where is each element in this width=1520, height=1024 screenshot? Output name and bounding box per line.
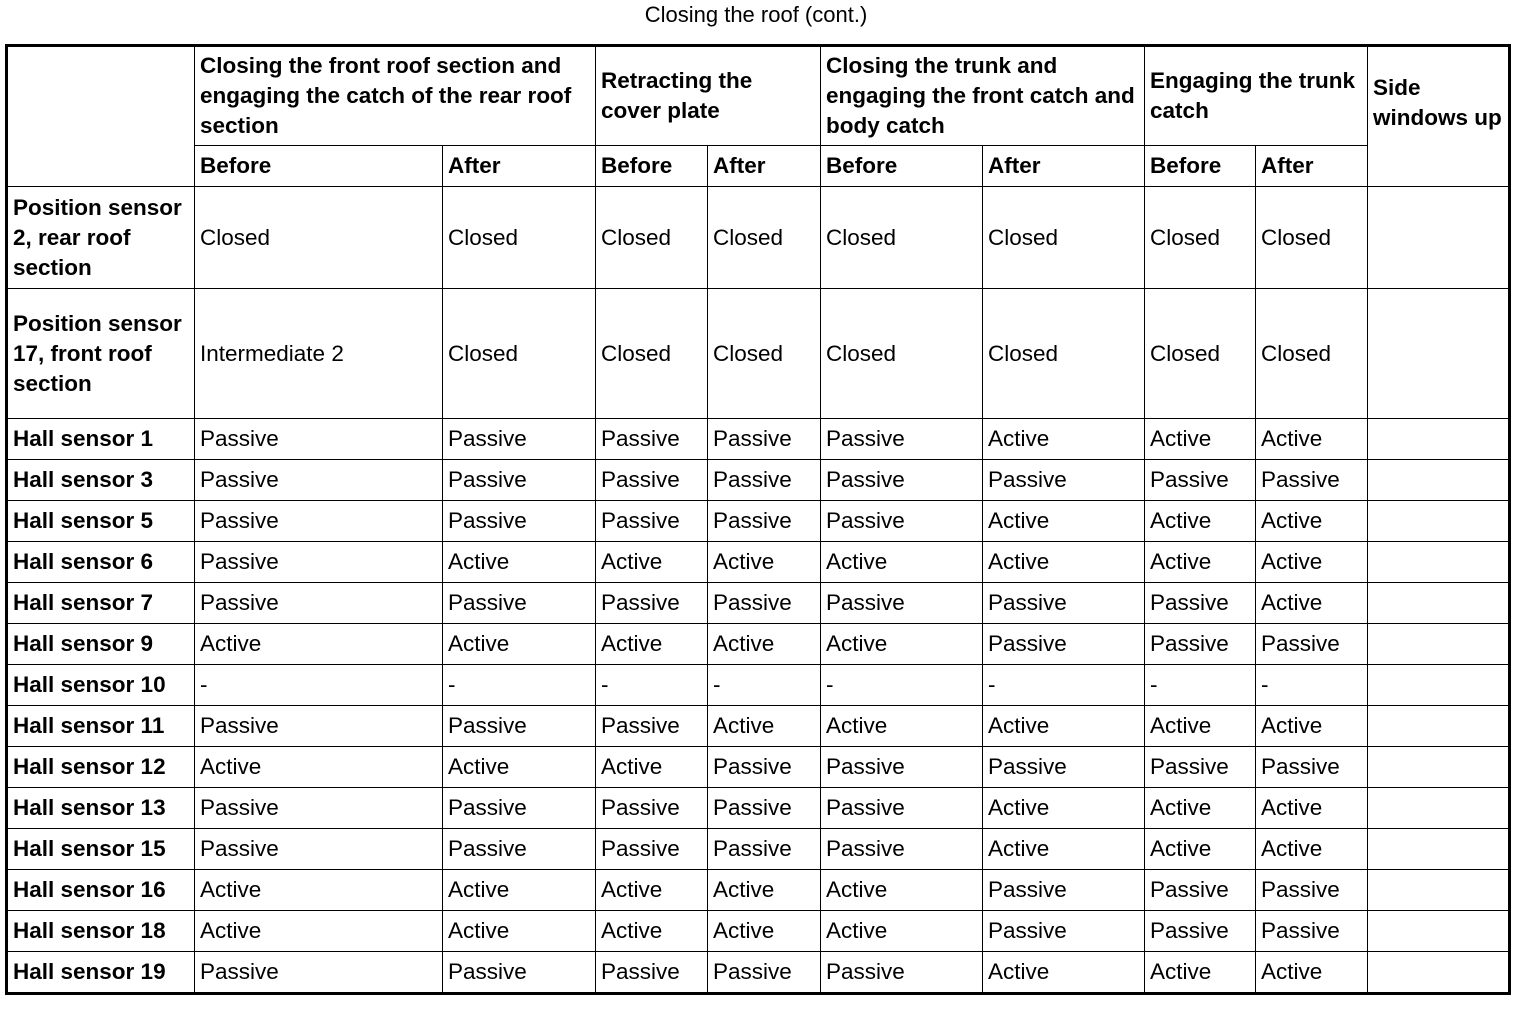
table-cell: Passive [443, 419, 596, 460]
table-cell: Active [1145, 706, 1256, 747]
table-cell: Passive [983, 460, 1145, 501]
table-cell: Active [1256, 542, 1368, 583]
table-cell [1368, 952, 1510, 994]
row-label: Hall sensor 11 [7, 706, 195, 747]
table-cell [1368, 870, 1510, 911]
table-cell: Passive [596, 952, 708, 994]
phase-header-before: Before [1145, 146, 1256, 187]
table-cell: Passive [708, 501, 821, 542]
row-label: Hall sensor 5 [7, 501, 195, 542]
table-body [7, 187, 1510, 994]
table-cell: Active [1145, 419, 1256, 460]
table-cell: Closed [1145, 289, 1256, 419]
table-cell: Active [443, 747, 596, 788]
table-cell: Passive [1145, 583, 1256, 624]
table-cell: Passive [708, 460, 821, 501]
table-cell [1368, 289, 1510, 419]
table-row [7, 706, 1510, 747]
row-label: Hall sensor 19 [7, 952, 195, 994]
table-row [7, 624, 1510, 665]
table-cell: Passive [708, 747, 821, 788]
table-cell: Active [983, 501, 1145, 542]
table-cell: - [195, 665, 443, 706]
table-row [7, 870, 1510, 911]
table-cell: Active [1256, 501, 1368, 542]
table-cell: Passive [195, 419, 443, 460]
table-cell: Passive [821, 829, 983, 870]
table-caption: Closing the roof (cont.) [644, 2, 868, 27]
table-cell: Active [983, 952, 1145, 994]
table-cell: Active [983, 788, 1145, 829]
table-cell [1368, 460, 1510, 501]
group-header-cover-plate: Retracting the cover plate [596, 46, 821, 146]
phase-header-after: After [983, 146, 1145, 187]
table-cell: Closed [821, 289, 983, 419]
table-row [7, 501, 1510, 542]
table-cell: Passive [708, 952, 821, 994]
table-cell: Active [195, 870, 443, 911]
table-cell: Active [596, 870, 708, 911]
table-cell: Closed [708, 187, 821, 289]
table-cell: Active [596, 542, 708, 583]
table-cell: Passive [195, 460, 443, 501]
table-cell: Passive [821, 952, 983, 994]
table-cell: Closed [1256, 289, 1368, 419]
table-cell: Passive [443, 583, 596, 624]
table-cell: Passive [1256, 460, 1368, 501]
table-cell: Closed [821, 187, 983, 289]
table-cell: Passive [708, 583, 821, 624]
table-row [7, 952, 1510, 994]
table-cell: Active [195, 911, 443, 952]
table-cell: Passive [1145, 624, 1256, 665]
table-cell: Passive [195, 501, 443, 542]
table-cell: Passive [596, 788, 708, 829]
table-row [7, 829, 1510, 870]
table-cell: Passive [195, 829, 443, 870]
table-cell: - [983, 665, 1145, 706]
table-cell [1368, 706, 1510, 747]
table-row [7, 187, 1510, 289]
row-label: Hall sensor 16 [7, 870, 195, 911]
table-cell: Active [1256, 788, 1368, 829]
row-label: Hall sensor 7 [7, 583, 195, 624]
table-cell: Active [1256, 706, 1368, 747]
table-cell: Passive [708, 419, 821, 460]
table-cell: Closed [708, 289, 821, 419]
table-cell: Active [1256, 829, 1368, 870]
table-cell: Passive [195, 583, 443, 624]
table-cell [1368, 501, 1510, 542]
table-cell: Passive [708, 829, 821, 870]
table-cell: Passive [443, 829, 596, 870]
table-cell [1368, 829, 1510, 870]
table-cell: Passive [443, 460, 596, 501]
table-cell: - [596, 665, 708, 706]
phase-header-after: After [708, 146, 821, 187]
table-cell: Passive [596, 829, 708, 870]
table-cell: Passive [443, 788, 596, 829]
table-cell: Passive [1256, 870, 1368, 911]
table-cell: Active [708, 870, 821, 911]
table-cell: Passive [821, 419, 983, 460]
header-row-phases [7, 146, 1510, 187]
table-cell [1368, 747, 1510, 788]
table-cell: Active [983, 542, 1145, 583]
table-cell: Active [195, 747, 443, 788]
table-cell: - [1256, 665, 1368, 706]
table-cell: Passive [596, 419, 708, 460]
table-cell: Passive [821, 583, 983, 624]
row-label: Hall sensor 10 [7, 665, 195, 706]
row-label: Hall sensor 13 [7, 788, 195, 829]
phase-header-after: After [443, 146, 596, 187]
row-label: Hall sensor 6 [7, 542, 195, 583]
table-cell: Passive [596, 706, 708, 747]
phase-header-before: Before [821, 146, 983, 187]
table-cell: Active [1145, 501, 1256, 542]
corner-cell [7, 46, 195, 187]
group-header-trunk-catch: Engaging the trunk catch [1145, 46, 1368, 146]
table-cell [1368, 911, 1510, 952]
table-cell: Passive [195, 542, 443, 583]
phase-header-before: Before [195, 146, 443, 187]
group-header-side-windows: Side windows up [1368, 46, 1510, 187]
table-cell: Passive [596, 460, 708, 501]
phase-header-after: After [1256, 146, 1368, 187]
table-cell: - [443, 665, 596, 706]
table-row [7, 419, 1510, 460]
table-cell: Passive [195, 952, 443, 994]
table-cell: Closed [1256, 187, 1368, 289]
table-cell: Passive [596, 501, 708, 542]
table-cell: Closed [195, 187, 443, 289]
table-cell: Active [443, 542, 596, 583]
table-cell: Passive [195, 706, 443, 747]
table-cell: Passive [1256, 624, 1368, 665]
table-cell: Active [821, 624, 983, 665]
group-header-front-roof: Closing the front roof section and engaging the catch of the rear roof section [195, 46, 596, 146]
group-header-trunk-closing: Closing the trunk and engaging the front catch and body catch [821, 46, 1145, 146]
table-cell: Active [1256, 583, 1368, 624]
table-cell [1368, 583, 1510, 624]
table-cell: Active [1145, 829, 1256, 870]
table-cell: Active [1145, 952, 1256, 994]
table-cell: Closed [596, 187, 708, 289]
phase-header-before: Before [596, 146, 708, 187]
table-cell: Active [708, 706, 821, 747]
table-cell: Passive [1256, 911, 1368, 952]
header-row-groups [7, 46, 1510, 146]
table-cell: Active [596, 747, 708, 788]
table-cell: Closed [983, 187, 1145, 289]
row-label: Hall sensor 1 [7, 419, 195, 460]
table-row [7, 289, 1510, 419]
table-cell: Active [443, 911, 596, 952]
table-cell: Closed [443, 187, 596, 289]
table-cell: Passive [443, 952, 596, 994]
table-cell: Passive [983, 747, 1145, 788]
table-cell: Passive [821, 788, 983, 829]
table-cell: Active [821, 706, 983, 747]
table-cell: Active [708, 624, 821, 665]
table-cell: Passive [983, 583, 1145, 624]
row-label: Hall sensor 9 [7, 624, 195, 665]
table-cell: Active [821, 870, 983, 911]
table-cell: Passive [821, 460, 983, 501]
table-cell: Passive [821, 501, 983, 542]
table-cell: Closed [596, 289, 708, 419]
row-label: Hall sensor 15 [7, 829, 195, 870]
table-cell: - [1145, 665, 1256, 706]
table-cell: Passive [983, 870, 1145, 911]
table-cell [1368, 542, 1510, 583]
table-cell: Closed [983, 289, 1145, 419]
table-row [7, 747, 1510, 788]
table-cell: Closed [1145, 187, 1256, 289]
table-row [7, 788, 1510, 829]
table-row [7, 583, 1510, 624]
row-label: Hall sensor 12 [7, 747, 195, 788]
table-row [7, 665, 1510, 706]
table-row [7, 542, 1510, 583]
table-cell: Passive [983, 911, 1145, 952]
row-label: Hall sensor 3 [7, 460, 195, 501]
table-cell: Passive [1256, 747, 1368, 788]
table-cell: Active [596, 911, 708, 952]
table-cell: Active [1256, 419, 1368, 460]
table-cell: Active [708, 542, 821, 583]
table-cell: Active [1145, 788, 1256, 829]
table-cell: Active [596, 624, 708, 665]
table-cell: Active [1256, 952, 1368, 994]
row-label: Position sensor 17, front roof section [7, 289, 195, 419]
table-cell: Passive [708, 788, 821, 829]
table-cell: Passive [1145, 747, 1256, 788]
table-cell: Passive [1145, 870, 1256, 911]
table-cell: Active [443, 624, 596, 665]
table-row [7, 911, 1510, 952]
table-cell [1368, 665, 1510, 706]
table-cell: Passive [1145, 911, 1256, 952]
table-row [7, 460, 1510, 501]
table-cell [1368, 187, 1510, 289]
table-cell: Active [443, 870, 596, 911]
table-cell: Intermediate 2 [195, 289, 443, 419]
table-cell: Passive [983, 624, 1145, 665]
table-cell: Active [983, 829, 1145, 870]
table-cell: - [821, 665, 983, 706]
roof-closing-table [5, 44, 1511, 995]
table-cell [1368, 788, 1510, 829]
table-cell: Active [1145, 542, 1256, 583]
table-cell: Passive [1145, 460, 1256, 501]
table-cell: Passive [821, 747, 983, 788]
row-label: Hall sensor 18 [7, 911, 195, 952]
table-cell [1368, 624, 1510, 665]
table-cell [1368, 419, 1510, 460]
table-cell: Passive [195, 788, 443, 829]
table-cell: Active [708, 911, 821, 952]
row-label: Position sensor 2, rear roof section [7, 187, 195, 289]
table-cell: Passive [596, 583, 708, 624]
table-cell: - [708, 665, 821, 706]
table-cell: Active [821, 542, 983, 583]
table-cell: Active [195, 624, 443, 665]
table-cell: Active [983, 706, 1145, 747]
table-cell: Passive [443, 501, 596, 542]
table-cell: Active [821, 911, 983, 952]
table-cell: Active [983, 419, 1145, 460]
table-cell: Passive [443, 706, 596, 747]
table-cell: Closed [443, 289, 596, 419]
